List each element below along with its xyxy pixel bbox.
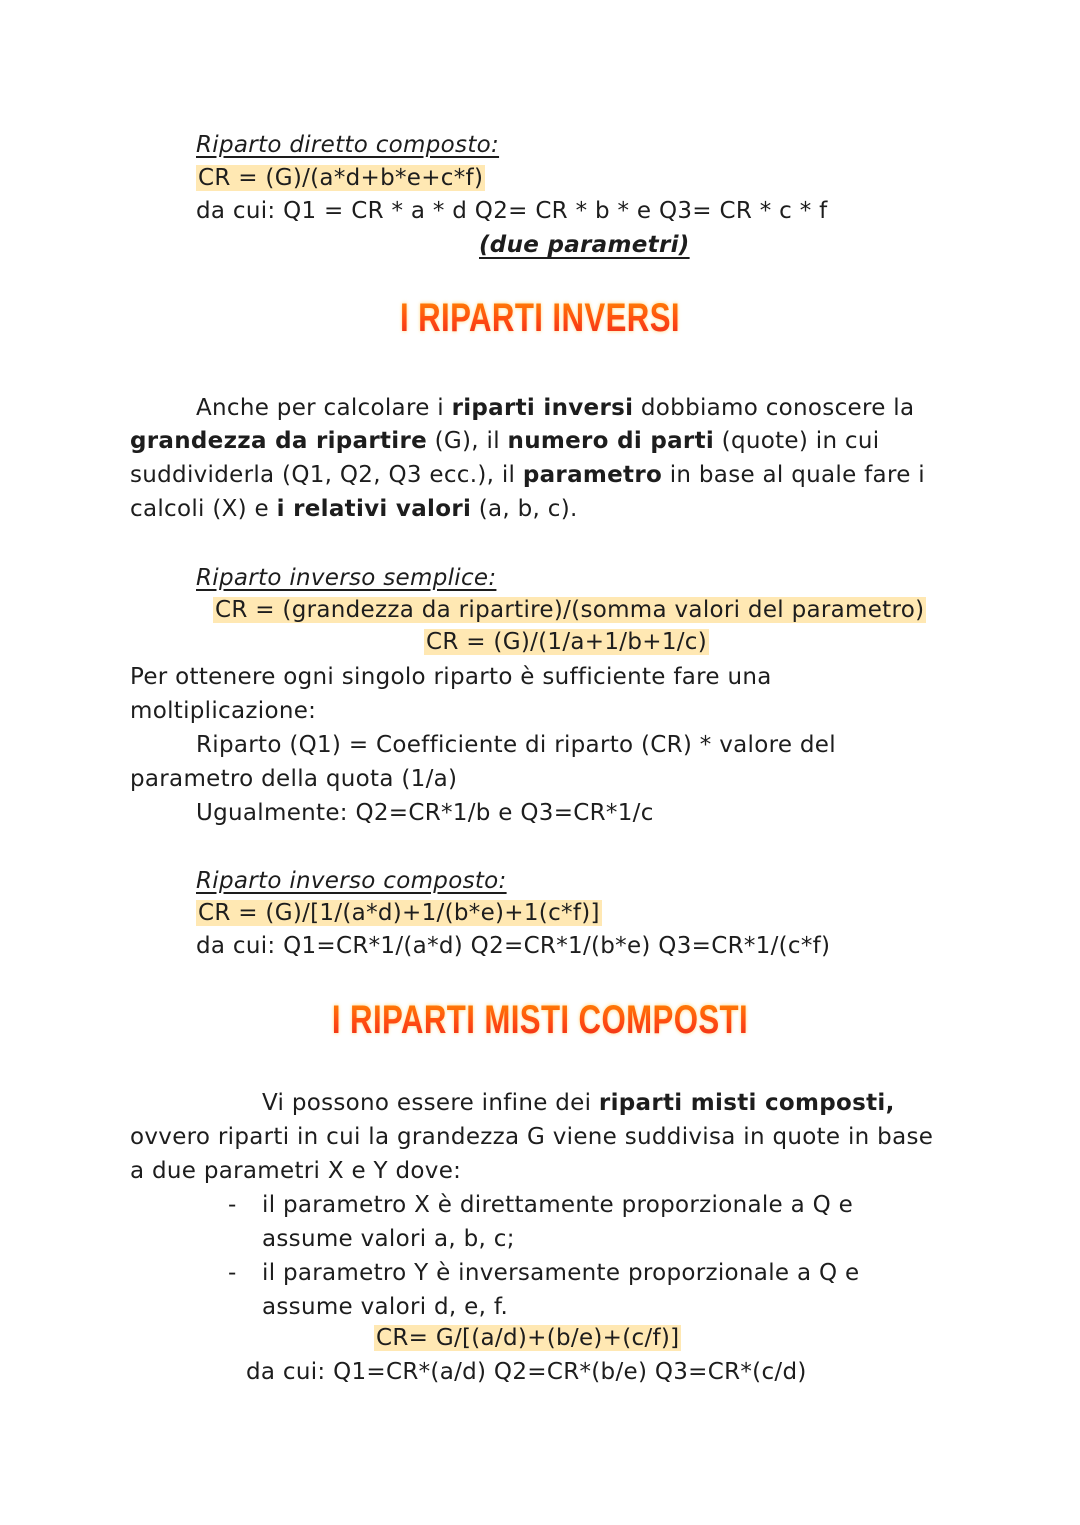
intro-text: dobbiamo conoscere la bbox=[633, 395, 915, 421]
inverso-semplice-title: Riparto inverso semplice: bbox=[196, 565, 497, 591]
intro-bold: numero di parti bbox=[507, 428, 715, 454]
intro-text: suddividerla (Q1, Q2, Q3 ecc.), il bbox=[130, 462, 523, 488]
inverso-semplice-formula1: CR = (grandezza da ripartire)/(somma valori del parametro) bbox=[215, 597, 925, 623]
misti-text: Vi possono essere infine dei bbox=[262, 1090, 599, 1116]
diretto-composto-formula-line bbox=[196, 163, 485, 193]
heading-riparti-misti-composti: I RIPARTI MISTI COMPOSTI bbox=[119, 998, 961, 1043]
intro-line-1 bbox=[196, 393, 914, 423]
misti-line-2: ovvero riparti in cui la grandezza G viene suddivisa in quote in base bbox=[130, 1124, 934, 1150]
inverso-composto-formula-line bbox=[196, 898, 602, 928]
misti-line-3: a due parametri X e Y dove: bbox=[130, 1158, 462, 1184]
diretto-composto-formula: CR = (G)/(a*d+b*e+c*f) bbox=[198, 165, 484, 191]
inverso-semplice-p4: parametro della quota (1/a) bbox=[130, 766, 458, 792]
intro-line-4 bbox=[130, 494, 578, 524]
inverso-composto-da-cui: da cui: Q1=CR*1/(a*d) Q2=CR*1/(b*e) Q3=CR*1/(c*f) bbox=[196, 933, 831, 959]
heading-riparti-inversi: I RIPARTI INVERSI bbox=[119, 296, 961, 341]
bullet-dash-1: - bbox=[228, 1192, 237, 1218]
bullet-2-line-1: il parametro Y è inversamente proporzionale a Q e bbox=[262, 1260, 860, 1286]
intro-text: (quote) in cui bbox=[714, 428, 880, 454]
misti-bold: riparti misti composti, bbox=[598, 1090, 895, 1116]
intro-bold: riparti inversi bbox=[451, 395, 634, 421]
inverso-semplice-p5: Ugualmente: Q2=CR*1/b e Q3=CR*1/c bbox=[196, 800, 654, 826]
bullet-1-line-2: assume valori a, b, c; bbox=[262, 1226, 515, 1252]
inverso-semplice-formula2: CR = (G)/(1/a+1/b+1/c) bbox=[426, 629, 708, 655]
diretto-composto-da-cui: da cui: Q1 = CR * a * d Q2= CR * b * e Q3= CR * c * f bbox=[196, 198, 828, 224]
due-parametri-note: (due parametri) bbox=[479, 232, 690, 258]
intro-bold: parametro bbox=[522, 462, 663, 488]
intro-line-2 bbox=[130, 426, 879, 456]
intro-text: in base al quale fare i bbox=[662, 462, 925, 488]
intro-bold: grandezza da ripartire bbox=[130, 428, 428, 454]
inverso-composto-formula: CR = (G)/[1/(a*d)+1/(b*e)+1(c*f)] bbox=[198, 900, 600, 926]
intro-text: (G), il bbox=[427, 428, 508, 454]
intro-text: Anche per calcolare i bbox=[196, 395, 452, 421]
intro-text: calcoli (X) e bbox=[130, 496, 277, 522]
inverso-semplice-p3: Riparto (Q1) = Coefficiente di riparto (CR) * valore del bbox=[196, 732, 836, 758]
bullet-dash-2: - bbox=[228, 1260, 237, 1286]
inverso-semplice-p2: moltiplicazione: bbox=[130, 698, 317, 724]
intro-bold: i relativi valori bbox=[276, 496, 472, 522]
intro-text: (a, b, c). bbox=[471, 496, 578, 522]
bullet-1-line-1: il parametro X è direttamente proporzionale a Q e bbox=[262, 1192, 854, 1218]
misti-da-cui: da cui: Q1=CR*(a/d) Q2=CR*(b/e) Q3=CR*(c/d) bbox=[246, 1359, 807, 1385]
misti-formula-line bbox=[374, 1323, 681, 1353]
inverso-semplice-formula1-line bbox=[213, 595, 926, 625]
inverso-semplice-p1: Per ottenere ogni singolo riparto è sufficiente fare una bbox=[130, 664, 772, 690]
misti-line-1 bbox=[262, 1088, 895, 1118]
inverso-composto-title: Riparto inverso composto: bbox=[196, 868, 507, 894]
misti-formula: CR= G/[(a/d)+(b/e)+(c/f)] bbox=[376, 1325, 680, 1351]
inverso-semplice-formula2-line bbox=[424, 627, 709, 657]
bullet-2-line-2: assume valori d, e, f. bbox=[262, 1294, 509, 1320]
diretto-composto-title: Riparto diretto composto: bbox=[196, 132, 500, 158]
intro-line-3 bbox=[130, 460, 925, 490]
